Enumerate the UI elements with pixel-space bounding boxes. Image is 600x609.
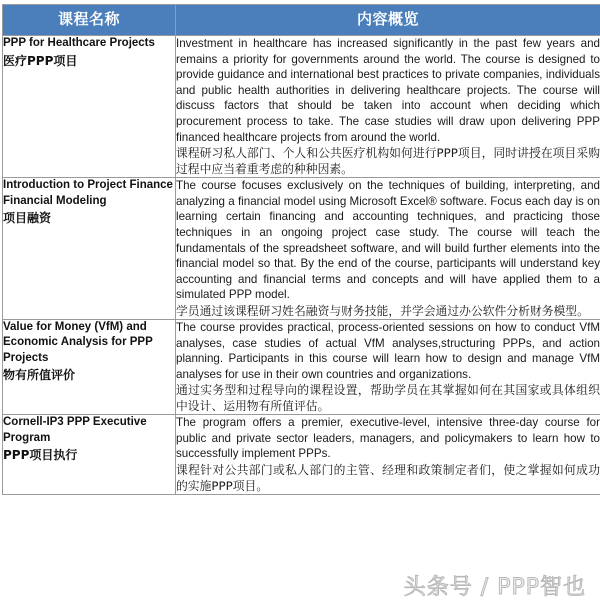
header-course-name: 课程名称 <box>3 5 176 36</box>
header-content-overview: 内容概览 <box>176 5 600 36</box>
course-name-en: Introduction to Project Finance Financial Modeling <box>3 178 175 209</box>
table-row <box>3 178 600 320</box>
course-name-cell <box>3 415 176 495</box>
course-table <box>2 4 600 495</box>
course-name-en: PPP for Healthcare Projects <box>3 36 175 52</box>
course-name-zh: PPP项目执行 <box>3 446 175 463</box>
course-name-zh: 项目融资 <box>3 209 175 226</box>
course-name-zh: 医疗PPP项目 <box>3 52 175 69</box>
course-description-en: The course provides practical, process-oriented sessions on how to conduct VfM analyses, case studies of actual VfM analyses,structuring PPPs, and action planning. Participants in this course will learn how to design and manage VfM analyses for use in their own countries and organizations. <box>176 320 600 382</box>
header-row <box>3 5 600 36</box>
table-row <box>3 415 600 495</box>
course-description-en: Investment in healthcare has increased significantly in the past few years and remains a priority for governments around the world. The course is designed to provide guidance and international best practices to private companies, individuals and public health authorities in delivering healthcare projects. The course will discuss factors that should be taken into account when deciding which procurement process to take. The case studies will draw upon delivering PPP financed healthcare projects from around the world. <box>176 36 600 145</box>
course-description-en: The course focuses exclusively on the techniques of building, interpreting, and analyzing a financial model using Microsoft Excel® software. Focus each day is on learning certain financing and accounting techniques, and practicing those techniques in an ongoing project case study. The course will teach the fundamentals of the spreadsheet software, and will build further elements into the financial model so that. By the end of the course, participants will understand key accounting and financial terms and concepts and will have applied them to a simulated PPP model. <box>176 178 600 303</box>
course-description-cell <box>176 319 600 414</box>
course-description-zh: 通过实务型和过程导向的课程设置，帮助学员在其掌握如何在其国家或具体组织中设计、运用物有所值评估。 <box>176 382 600 414</box>
course-description-en: The program offers a premier, executive-level, intensive three-day course for public and private sector leaders, managers, and policymakers to learn how to successfully implement PPPs. <box>176 415 600 462</box>
course-description-cell <box>176 36 600 178</box>
course-name-zh: 物有所值评价 <box>3 366 175 383</box>
course-table-page <box>0 4 600 609</box>
course-name-en: Cornell-IP3 PPP Executive Program <box>3 415 175 446</box>
course-description-zh: 学员通过该课程研习姓名融资与财务技能，并学会通过办公软件分析财务模型。 <box>176 303 600 319</box>
course-name-cell <box>3 319 176 414</box>
course-name-cell <box>3 178 176 320</box>
table-row <box>3 36 600 178</box>
table-header <box>3 5 600 36</box>
table-body <box>3 36 600 495</box>
course-description-zh: 课程针对公共部门或私人部门的主管、经理和政策制定者们，使之掌握如何成功的实施PPP项目。 <box>176 462 600 494</box>
course-description-cell <box>176 178 600 320</box>
course-description-cell <box>176 415 600 495</box>
course-name-en: Value for Money (VfM) and Economic Analysis for PPP Projects <box>3 320 175 367</box>
course-description-zh: 课程研习私人部门、个人和公共医疗机构如何进行PPP项目，同时讲授在项目采购过程中应当着重考虑的种种因素。 <box>176 145 600 177</box>
course-name-cell <box>3 36 176 178</box>
table-row <box>3 319 600 414</box>
watermark-text: 头条号 / PPP智也 <box>404 570 586 601</box>
